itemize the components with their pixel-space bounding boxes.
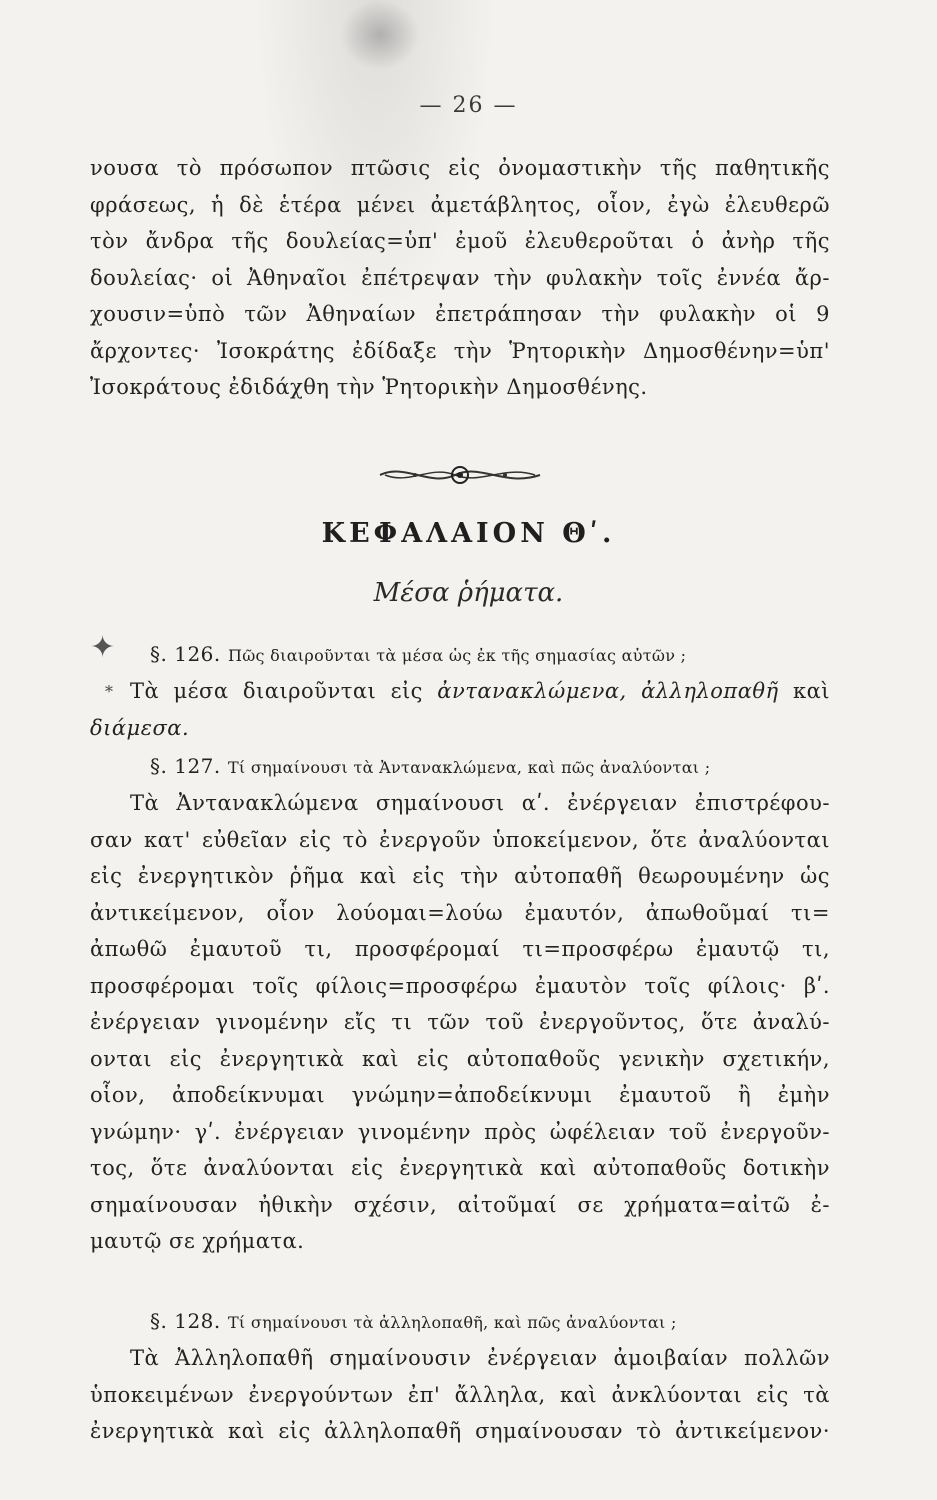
- section-127-question: [150, 748, 830, 786]
- text-line: μαυτῷ σε χρήματα.: [90, 1229, 305, 1253]
- section-126-question: [150, 636, 830, 674]
- answer-conjunction: καὶ: [792, 679, 830, 703]
- text-line: Τὰ Ἀλληλοπαθῆ σημαίνουσιν ἐνέργειαν ἀμοιβαίαν πολλῶν: [130, 1346, 830, 1370]
- asterisk-mark-icon: *: [105, 682, 113, 701]
- text-line: ἐνέργειαν γινομένην εἴς τι τῶν τοῦ ἐνεργοῦντος, ὅτε ἀναλύ-: [90, 1010, 830, 1034]
- answer-text: Τὰ μέσα διαιροῦνται εἰς: [130, 679, 423, 703]
- section-126-answer: [90, 673, 830, 746]
- text-line: σημαίνουσαν ἠθικὴν σχέσιν, αἰτοῦμαί σε χρήματα=αἰτῶ ἐ-: [90, 1192, 830, 1217]
- section-128-question: [150, 1303, 830, 1341]
- section-number: §. 127.: [150, 754, 221, 778]
- text-line: οἷον, ἀποδείκνυμαι γνώμην=ἀποδείκνυμι ἐμαυτοῦ ἢ ἐμὴν: [90, 1083, 830, 1107]
- text-line: προσφέρομαι τοῖς φίλοις=προσφέρω ἐμαυτὸν τοῖς φίλοις· βʹ.: [90, 973, 830, 998]
- text-line: εἰς ἐνεργητικὸν ῥῆμα καὶ εἰς τὴν αὐτοπαθῆ θεωρουμένην ὡς: [90, 864, 830, 888]
- top-paragraph: [90, 150, 830, 406]
- text-line: Ἰσοκράτους ἐδιδάχθη τὴν Ῥητορικὴν Δημοσθένης.: [90, 375, 648, 399]
- answer-terms: ἀντανακλώμενα, ἀλληλοπαθῆ: [437, 679, 779, 703]
- section-question: Τί σημαίνουσι τὰ Ἀντανακλώμενα, καὶ πῶς ἀναλύονται ;: [227, 758, 711, 777]
- ornament-divider-icon: [375, 458, 545, 492]
- chapter-subtitle: Μέσα ῥήματα.: [373, 578, 564, 608]
- section-number: §. 128.: [150, 1309, 221, 1333]
- text-line: νουσα τὸ πρόσωπον πτῶσις εἰς ὀνομαστικὴν τῆς παθητικῆς: [90, 156, 830, 180]
- text-line: ἄρχοντες· Ἰσοκράτης ἐδίδαξε τὴν Ῥητορικὴν Δημοσθένην=ὑπ': [90, 338, 830, 363]
- section-question: Τί σημαίνουσι τὰ ἀλληλοπαθῆ, καὶ πῶς ἀναλύονται ;: [227, 1313, 677, 1332]
- text-line: δουλείας· οἱ Ἀθηναῖοι ἐπέτρεψαν τὴν φυλακὴν τοῖς ἐννέα ἄρ-: [90, 265, 830, 290]
- text-line: γνώμην· γʹ. ἐνέργειαν γινομένην πρὸς ὠφέλειαν τοῦ ἐνεργοῦν-: [90, 1119, 830, 1144]
- text-line: ἀντικείμενον, οἷον λούομαι=λούω ἐμαυτόν, ἀπωθοῦμαί τι=: [90, 900, 830, 925]
- ink-stain: [340, 0, 420, 70]
- answer-last-term: διάμεσα.: [90, 715, 190, 740]
- section-question: Πῶς διαιροῦνται τὰ μέσα ὡς ἐκ τῆς σημασίας αὐτῶν ;: [227, 646, 687, 665]
- pencil-mark-icon: ✦: [90, 630, 116, 665]
- page-number: — 26 —: [419, 93, 518, 118]
- text-line: ἐνεργητικὰ καὶ εἰς ἀλληλοπαθῆ σημαίνουσαν τὸ ἀντικείμενον·: [90, 1419, 830, 1443]
- section-127-body: [90, 785, 830, 1260]
- chapter-title: ΚΕΦΑΛΑΙΟΝ Θʹ.: [321, 518, 616, 549]
- text-line: ἀπωθῶ ἐμαυτοῦ τι, προσφέρομαί τι=προσφέρω ἐμαυτῷ τι,: [90, 937, 830, 961]
- text-line: φράσεως, ἡ δὲ ἑτέρα μένει ἀμετάβλητος, οἷον, ἐγὼ ἐλευθερῶ: [90, 192, 830, 217]
- text-line: σαν κατ' εὐθεῖαν εἰς τὸ ἐνεργοῦν ὑποκείμενον, ὅτε ἀναλύονται: [90, 827, 830, 852]
- section-128-body: [90, 1340, 830, 1450]
- text-line: χουσιν=ὑπὸ τῶν Ἀθηναίων ἐπετράπησαν τὴν φυλακὴν οἱ 9: [90, 302, 830, 326]
- text-line: ονται εἰς ἐνεργητικὰ καὶ εἰς αὐτοπαθοῦς γενικὴν σχετικήν,: [90, 1046, 830, 1071]
- text-line: Τὰ Ἀντανακλώμενα σημαίνουσι αʹ. ἐνέργειαν ἐπιστρέφου-: [130, 791, 830, 815]
- section-number: §. 126.: [150, 642, 221, 666]
- text-line: ὑποκειμένων ἐνεργούντων ἐπ' ἄλληλα, καὶ ἀνκλύονται εἰς τὰ: [90, 1382, 830, 1407]
- text-line: τὸν ἄνδρα τῆς δουλείας=ὑπ' ἐμοῦ ἐλευθεροῦται ὁ ἀνὴρ τῆς: [90, 229, 830, 253]
- text-line: τος, ὅτε ἀναλύονται εἰς ἐνεργητικὰ καὶ αὐτοπαθοῦς δοτικὴν: [90, 1156, 830, 1180]
